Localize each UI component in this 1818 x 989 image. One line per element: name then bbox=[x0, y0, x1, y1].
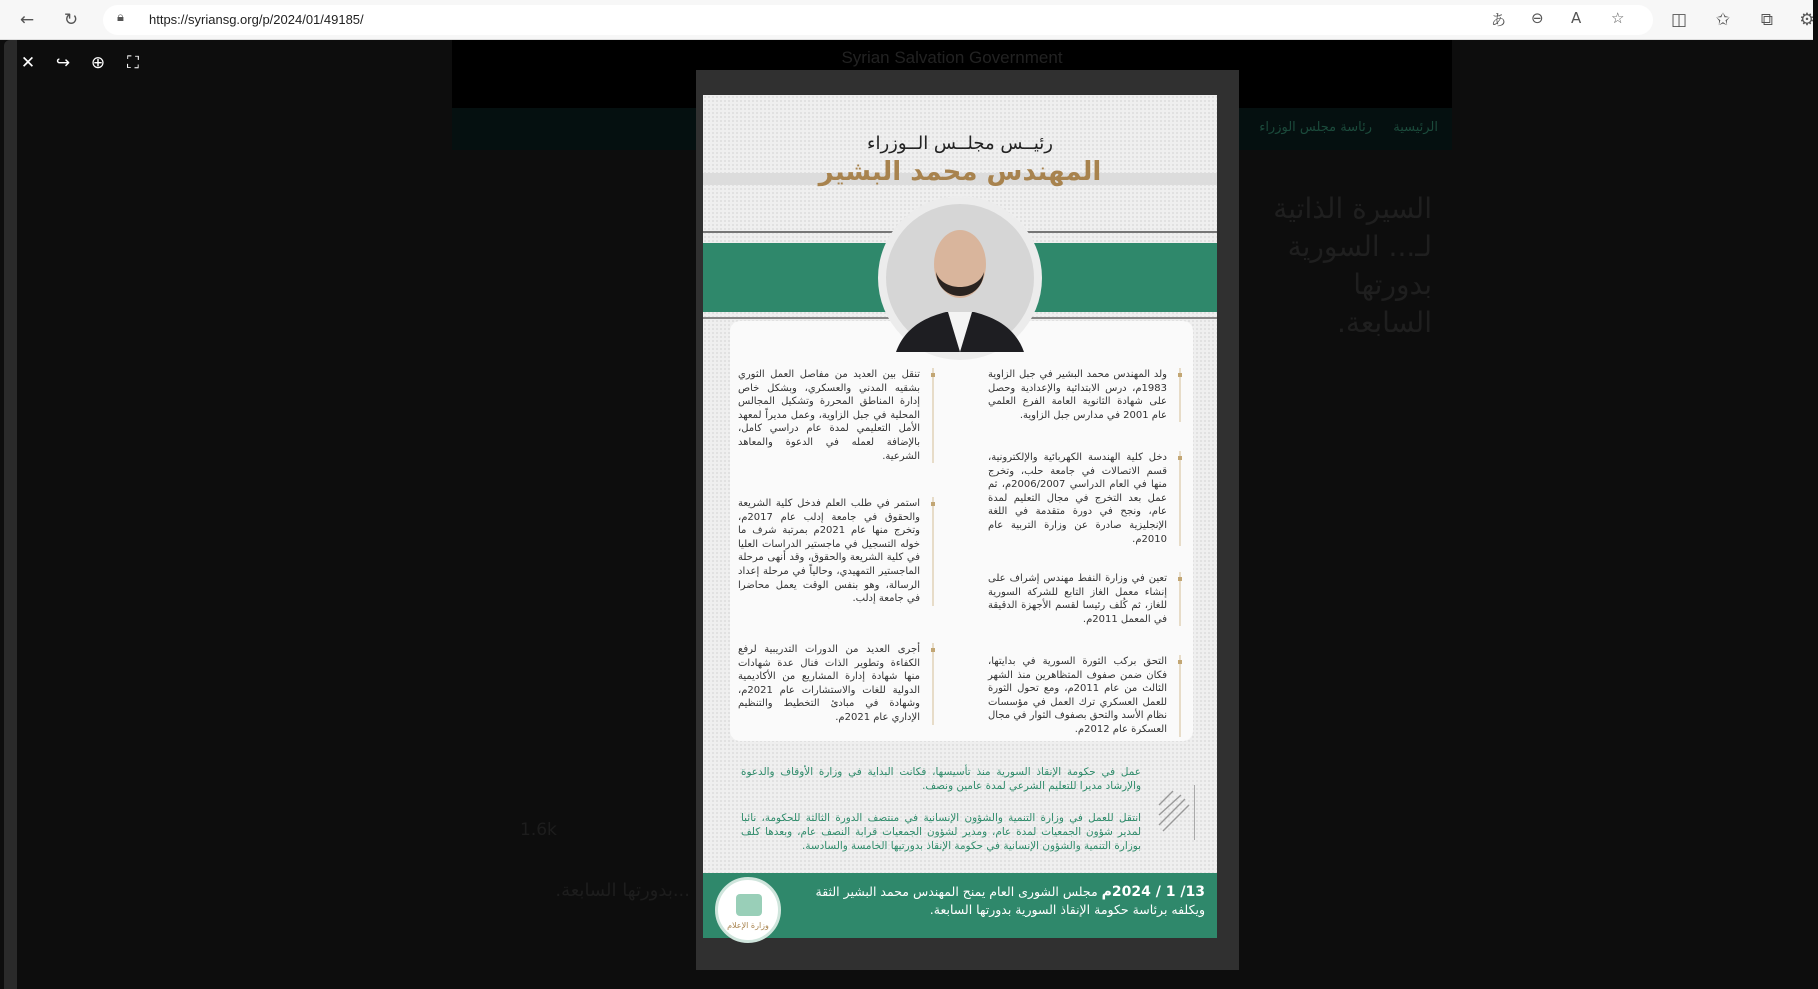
scrollbar[interactable] bbox=[4, 40, 17, 989]
bio-item: دخل كلية الهندسة الكهربائية والإلكترونية، قسم الاتصالات في جامعة حلب، وتخرج منها في العام الدراسي 2006/2007م، ثم عمل بعد التخرج في مجال التعليم لمدة عام، ونجح في دورة متقدمة في اللغة الإنجليزية صادرة عن وزارة التربية عام 2010م. bbox=[988, 451, 1181, 546]
ministry-logo-text: وزارة الإعلام bbox=[727, 921, 769, 930]
syria-map-icon bbox=[736, 894, 762, 916]
favorites-icon[interactable]: ✩ bbox=[1715, 10, 1731, 30]
split-screen-icon[interactable]: ◫ bbox=[1670, 10, 1688, 30]
announcement-body: مجلس الشورى العام يمنح المهندس محمد البشير الثقة ويكلفه برئاسة حكومة الإنقاذ السورية بدورتها السابعة. bbox=[815, 884, 1205, 917]
zoom-in-icon[interactable]: ⊕ bbox=[90, 53, 106, 73]
back-icon[interactable]: ← bbox=[19, 10, 35, 30]
bio-item: التحق بركب الثورة السورية في بدايتها، فكان ضمن صفوف المتظاهرين منذ الشهر الثالث من عام 2011م، ومع تحول الثورة للعمل العسكري ترك العمل في مؤسسات نظام الأسد والتحق بصفوف الثوار في مجال العسكرة عام 2012م. bbox=[988, 655, 1181, 737]
favorite-star-icon[interactable]: ☆ bbox=[1611, 9, 1625, 27]
card-title: رئيــس مجلــس الــوزراء bbox=[867, 133, 1053, 154]
government-paragraph: انتقل للعمل في وزارة التنمية والشؤون الإنسانية في منتصف الدورة الثالثة للحكومة، نائبا لمدير شؤون الجمعيات لمدة عام، ومدير لشؤون الجمعيات قرابة النصف عام، وبعدها كلف بوزارة التنمية والشؤون الإنسانية في حكومة الإنقاذ بدورتيها الخامسة والسادسة. bbox=[741, 812, 1141, 852]
url-text: https://syriansg.org/p/2024/01/49185/ bbox=[149, 12, 364, 27]
address-bar[interactable] bbox=[103, 5, 1653, 35]
background-footer-text: ...بدورتها السابعة. bbox=[555, 880, 690, 901]
portrait-photo bbox=[886, 204, 1034, 352]
announcement-text bbox=[793, 883, 1205, 919]
reload-icon[interactable]: ↻ bbox=[63, 10, 79, 30]
extensions-icon[interactable]: ⚙ bbox=[1799, 10, 1815, 30]
bio-item: تنقل بين العديد من مفاصل العمل الثوري بشقيه المدني والعسكري، وبشكل خاص إدارة المناطق المحررة وتشكيل المجالس المحلية في جبل الزاوية، وعمل مديراً لمعهد الأمل التعليمي لمدة عام دراسي كامل، بالإضافة لعمله في الدعوة والمعاهد الشرعية. bbox=[738, 368, 934, 463]
close-icon[interactable]: ✕ bbox=[20, 53, 36, 73]
infographic-image bbox=[703, 95, 1217, 938]
collections-icon[interactable]: ⧉ bbox=[1760, 10, 1774, 30]
bio-item: استمر في طلب العلم فدخل كلية الشريعة والحقوق في جامعة إدلب عام 2017م، وتخرج منها عام 2021م بمرتبة شرف ما خوله التسجيل في ماجستير الدراسات العليا في كلية الشريعة والحقوق، وقد أنهى مرحلة الماجستير التمهيدي، وحالياً في مرحلة إعداد الرسالة، وهو بنفس الوقت يعمل محاضرا في جامعة إدلب. bbox=[738, 497, 934, 606]
translate-icon[interactable]: あ bbox=[1491, 11, 1507, 29]
announcement-date: 13/ 1 / 2024م bbox=[1101, 884, 1205, 900]
government-paragraph: عمل في حكومة الإنقاذ السورية منذ تأسيسها، فكانت البداية في وزارة الأوقاف والدعوة والإرشاد مديرا للتعليم الشرعي لمدة عامين ونصف. bbox=[741, 766, 1141, 792]
person-name: المهندس محمد البشير bbox=[818, 157, 1102, 187]
fullscreen-icon[interactable]: ⛶ bbox=[127, 53, 139, 73]
ministry-logo bbox=[715, 877, 781, 943]
browser-toolbar bbox=[0, 0, 1813, 40]
nav-home[interactable]: الرئيسية bbox=[1393, 120, 1438, 135]
bio-item: ولد المهندس محمد البشير في جبل الزاوية 1983م، درس الابتدائية والإعدادية وحصل على شهادة الثانوية العامة الفرع العلمي عام 2001 في مدارس جبل الزاوية. bbox=[988, 368, 1181, 422]
nav-presidency[interactable]: رئاسة مجلس الوزراء bbox=[1259, 120, 1372, 135]
zoom-out-icon[interactable]: ⊖ bbox=[1531, 9, 1544, 27]
share-icon[interactable]: ↪ bbox=[55, 53, 71, 73]
bio-item: أجرى العديد من الدورات التدريبية لرفع الكفاءة وتطوير الذات فنال عدة شهادات منها شهادة إدارة المشاريع من الأكاديمية الدولية للغات والاستشارات عام 2021م، وشهادة في مبادئ التخطيط والتنظيم الإداري عام 2021م. bbox=[738, 643, 934, 725]
lock-icon: 🔒︎ bbox=[117, 10, 124, 25]
background-headline: السيرة الذاتية لـ... السورية بدورتها السابعة. bbox=[1273, 192, 1432, 339]
calligraphy-logo-icon bbox=[1155, 785, 1195, 840]
announcement-footer bbox=[703, 873, 1217, 938]
site-brand: Syrian Salvation Government bbox=[841, 48, 1063, 67]
background-views-count: 1.6k bbox=[520, 820, 557, 840]
read-aloud-icon[interactable]: A bbox=[1571, 9, 1582, 27]
bio-item: تعين في وزارة النفط مهندس إشراف على إنشاء معمل الغاز التابع للشركة السورية للغاز، ثم كُلف رئيسا لقسم الأجهزة الدقيقة في المعمل 2011م. bbox=[988, 572, 1181, 626]
